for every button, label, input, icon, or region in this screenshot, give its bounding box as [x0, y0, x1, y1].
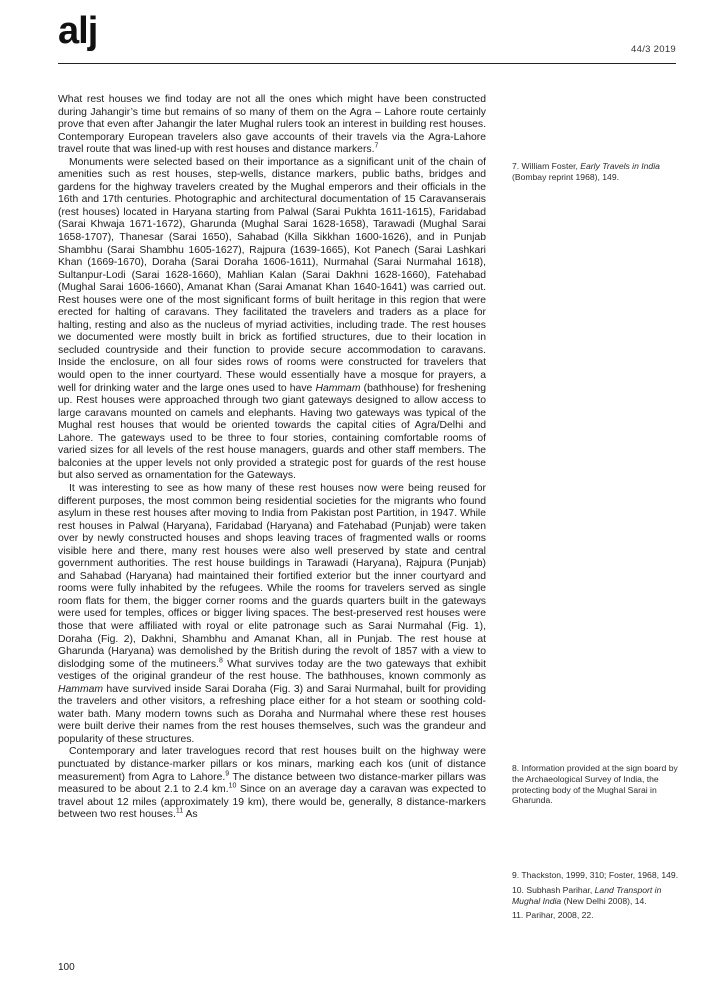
page-number: 100 [58, 962, 75, 973]
text-run: The distance between two distance-marker pillars was measured to be about 2.1 to 2.4 km. [58, 771, 486, 796]
footnote-7: 7. William Foster, Early Travels in India (Bombay reprint 1968), 149. [512, 161, 660, 182]
footnote-11: 11. Parihar, 2008, 22. [512, 910, 594, 921]
text-run: (bathhouse) for freshening up. Rest houses were approached through two giant gateways designed to allow access to large caravans mounted on camels and elephants. Having two gateways was typical of the Mughal rest houses that would be oriented towards the capital cities of Agra/Delhi and Lahore. The gateways used to be three to four stories, containing comfortable rooms of varied sizes for all levels of the rest house managers, guards and other staff members. The balconies at the upper levels not only provided a strategic post for guards of the rest house but also served as ornamentation for the Gateways. [58, 382, 486, 482]
footnote-marker: 7 [374, 142, 379, 150]
issue-number: 44/3 2019 [631, 44, 676, 55]
footnote-marker: 8 [218, 657, 223, 665]
main-text-column [58, 94, 486, 822]
footnote-marker: 11 [175, 807, 184, 815]
text-run: Since on an average day a caravan was expected to travel about 12 miles (approximately 19 km), there would be, generally, 8 distance-markers between two rest houses. [58, 784, 486, 821]
text-run: It was interesting to see as how many of these rest houses now were being reused for different purposes, the most common being residential societies for the migrants who found asylum in these rest houses after moving to India from Pakistan post Partition, in 1947. While rest houses in Palwal (Haryana), Faridabad (Haryana) and Fatehabad (Punjab) were taken over by newly constructed houses and shops leaving traces of fragmented walls or rooms visible here and there, many rest houses were also well preserved by state and central government authorities. The rest house buildings in Tarawadi (Haryana), Rajpura (Punjab) and Sahabad (Haryana) had maintained their fortified exterior but the inner courtyard and rooms were fully inhabited by the refugees. While the rooms for travelers served as single room flats for them, the bigger corner rooms and the guards quarters built in the gateways were used for temples, offices or bigger living spaces. The best-preserved rest houses were those that were affiliated with royal or elite patronage such as Sarai Nurmahal (Fig. 1), Doraha (Fig. 2), Dakhni, Shambhu and Amanat Khan, all in Punjab. The rest house at Gharunda (Haryana) was demolished by the British during the revolt of 1857 with a view to dislodging some of the mutineers. [58, 482, 486, 670]
footnotes-9-11 [512, 870, 684, 925]
text-run: What rest houses we find today are not all the ones which might have been constructed during Jahangir’s time but remains of so many of them on the Agra – Lahore route certainly prove that even after Jahangir the later Mughal rulers took an interest in building rest houses. Contemporary European travelers also gave accounts of their travels via the Agra-Lahore travel route that was lined-up with rest houses and distance markers. [58, 94, 486, 156]
footnote-marker: 10 [228, 782, 237, 790]
text-run: As [183, 809, 198, 821]
journal-logo: alj [58, 10, 98, 52]
paragraph [58, 157, 486, 483]
footnote-marker: 9 [225, 770, 230, 778]
footnote-9: 9. Thackston, 1999, 310; Foster, 1968, 149. [512, 870, 679, 880]
text-run: Monuments were selected based on their importance as a significant unit of the chain of amenities such as rest houses, step-wells, distance markers, public baths, bridges and gardens for the highway travelers created by the Mughal emperors and their officials in the 16th and 17th centuries. Photographic and architectural documentation of 15 Caravanserais (rest houses) located in Haryana starting from Palwal (Sarai Pukhta 1611-1615), Faridabad (Sarai Khwaja 1671-1672), Gharunda (Mughal Sarai 1628-1658), Tarawadi (Mughal Sarai 1658-1707), Thanesar (Sarai 1650), Sahabad (Killa Sikkhan 1600-1626), and in Punjab Shambhu (Sarai Shambhu 1605-1627), Rajpura (1639-1665), Kot Panech (Sarai Lashkari Khan (1669-1670), Doraha (Sarai Doraha 1606-1611), Nurmahal (Sarai Nurmahal 1618), Sultanpur-Lodi (Sarai 1628-1660), Mahlian Kalan (Sarai Dakhni 1628-1660), Fatehabad (Mughal Sarai 1606-1660), Amanat Khan (Sarai Amanat Khan 1640-1641) was carried out. Rest houses were one of the most significant forms of built heritage in this region that were erected for halting of caravans. They facilitated the travelers and traders as a place for halting, resting and also as the nucleus of myriad activities, including trade. The rest houses we documented were mostly built in brick as fortified structures, due to their location in secluded countryside and their function to provide secure accommodation to caravans. Inside the enclosure, on all four sides rows of rooms were constructed for travelers that would open to the inner courtyard. These would essentially have a mosque for prayers, a well for drinking water and the large ones used to have [58, 156, 486, 394]
footnote-10: 10. Subhash Parihar, Land Transport in Mughal India (New Delhi 2008), 14. [512, 884, 662, 906]
text-run: Contemporary and later travelogues record that rest houses built on the highway were punctuated by distance-marker pillars or kos minars, marking each kos (unit of distance measurement) from Agra to Lahore. [58, 746, 486, 783]
text-run: What survives today are the two gateways that exhibit vestiges of the original grandeur of the rest house. The bathhouses, known commonly as [58, 658, 487, 683]
header-rule [58, 63, 676, 64]
paragraph [58, 746, 486, 821]
paragraph [58, 483, 486, 746]
italic-term: Hammam [315, 382, 361, 394]
paragraph [58, 94, 486, 157]
italic-term: Hammam [58, 683, 104, 695]
text-run: have survived inside Sarai Doraha (Fig. 3) and Sarai Nurmahal, built for providing the travelers and other visitors, a refreshing place either for a hot steam or soothing cold-water bath. Many modern towns such as Doraha and Nurmahal where these rest houses were built derive their names from the rest houses themselves, such was the grandeur and popularity of these structures. [58, 683, 486, 745]
footnote-8: 8. Information provided at the sign board by the Archaeological Survey of India, the protecting body of the Mughal Sarai in Gharunda. [512, 763, 678, 806]
